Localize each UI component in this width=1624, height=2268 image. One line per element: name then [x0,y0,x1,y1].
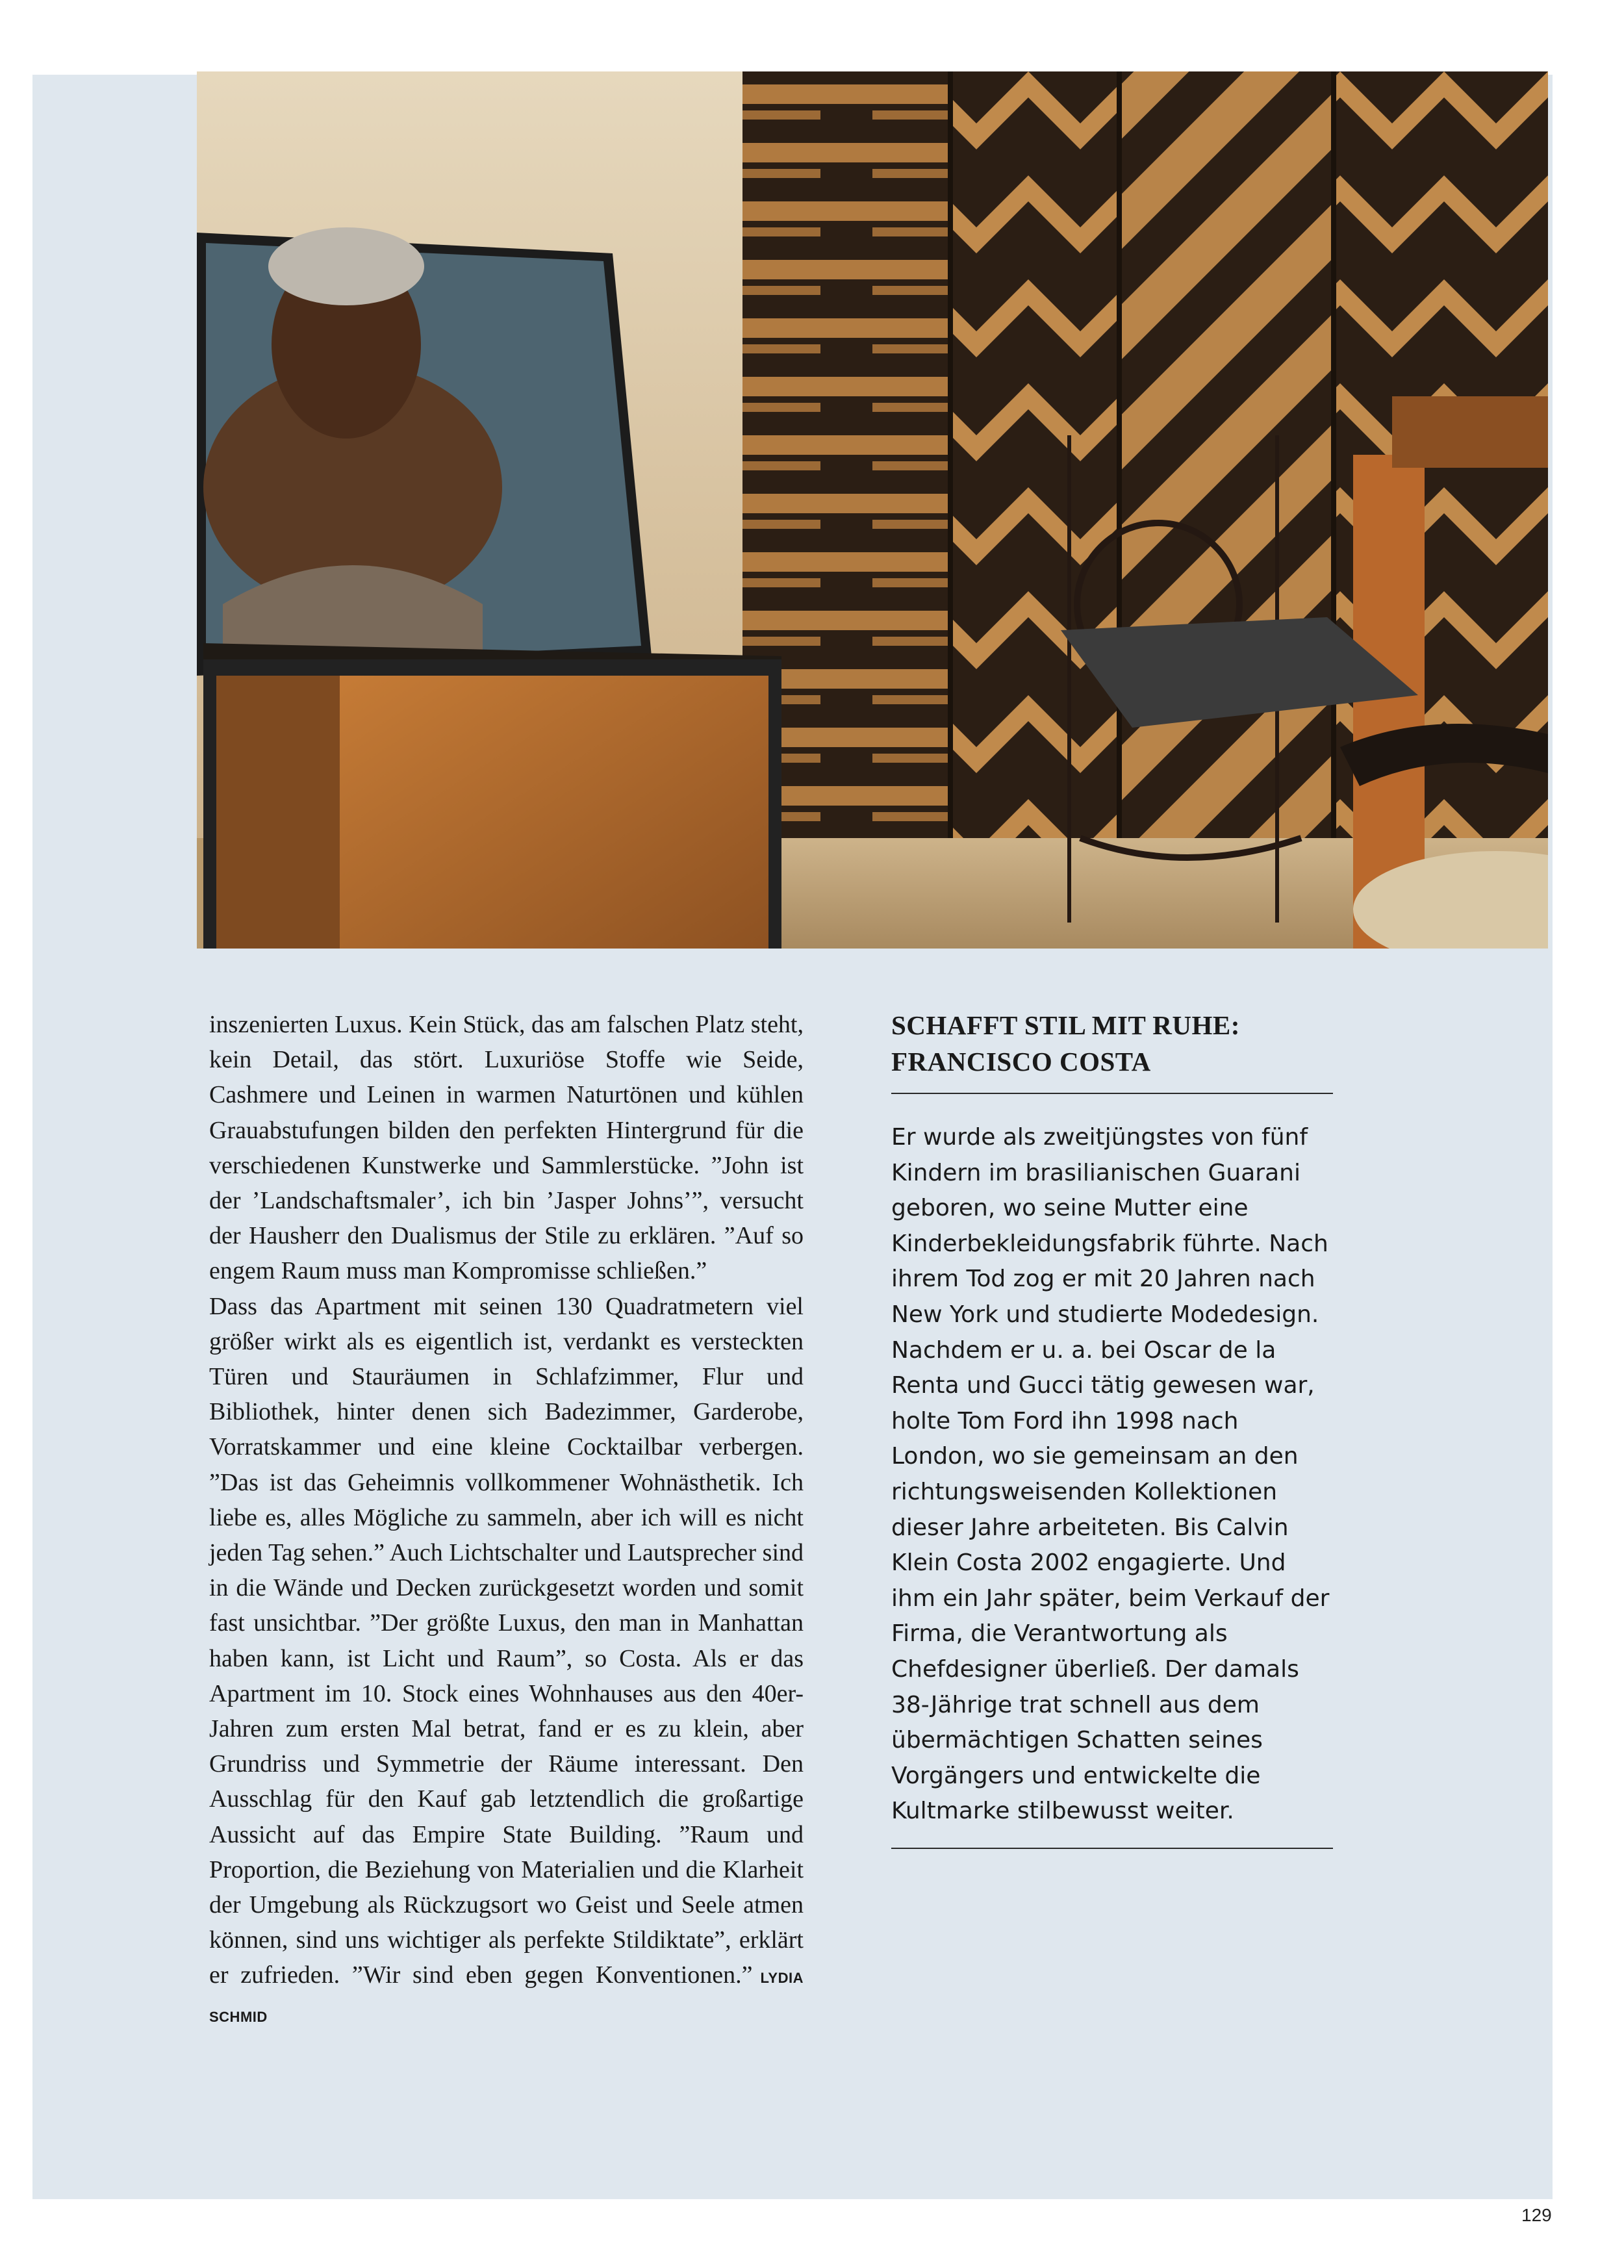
article-paragraph: inszenierten Luxus. Kein Stück, das am falschen Platz steht, kein Detail, das stört. Luxuriöse Stoffe wie Seide, Cashmere und Leinen in warmen Naturtönen und kühlen Grauabstufungen bilden den perfekten Hintergrund für die verschiedenen Kunstwerke und Sammlerstücke. ”John ist der ’Landschaftsmaler’, ich bin ’Jasper Johns’”, versucht der Hausherr den Dualismus der Stile zu erklären. ”Auf so engem Raum muss man Kompromisse schließen.” [209,1011,804,1285]
sidebar-heading [891,1007,1333,1080]
profile-sidebar [891,1007,1333,1849]
article-body [209,1007,804,2035]
article-paragraph [209,1289,804,2035]
sidebar-top-rule [891,1093,1333,1094]
sidebar-heading-line2: FRANCISCO COSTA [891,1047,1151,1077]
byline: LYDIA SCHMID [209,1970,804,2025]
interior-photo-illustration [197,71,1548,949]
interior-photo [197,71,1548,949]
page-number: 129 [1521,2205,1552,2225]
sidebar-text: Er wurde als zweitjüngstes von fünf Kindern im brasilianischen Guarani geboren, wo seine Mutter eine Kinderbekleidungsfabrik führte. Nach ihrem Tod zog er mit 20 Jahren nach New York und studierte Modedesign. Nachdem er u. a. bei Oscar de la Renta und Gucci tätig gewesen war, holte Tom Ford ihn 1998 nach London, wo sie gemeinsam an den richtungsweisenden Kollektionen dieser Jahre arbeiteten. Bis Calvin Klein Costa 2002 engagierte. Und ihm ein Jahr später, beim Verkauf der Firma, die Verantwortung als Chefdesigner überließ. Der damals 38-Jährige trat schnell aus dem übermächtigen Schatten seines Vorgängers und entwickelte die Kultmarke stilbewusst weiter. [891,1124,1330,1825]
sidebar-bottom-rule [891,1848,1333,1849]
sidebar-heading-line1: SCHAFFT STIL MIT RUHE: [891,1010,1240,1040]
article-paragraph-text: Dass das Apartment mit seinen 130 Quadratmetern viel größer wirkt als es eigentlich ist, verdankt es versteckten Türen und Stauräumen in Schlafzimmer, Flur und Bibliothek, hinter denen sich Badezimmer, Garderobe, Vorratskammer und eine kleine Cocktailbar verbergen. ”Das ist das Geheimnis vollkommener Wohnästhetik. Ich liebe es, alles Mögliche zu sammeln, aber ich will es nicht jeden Tag sehen.” Auch Lichtschalter und Lautsprecher sind in die Wände und Decken zurückgesetzt worden und somit fast unsichtbar. ”Der größte Luxus, den man in Manhattan haben kann, ist Licht und Raum”, so Costa. Als er das Apartment im 10. Stock eines Wohnhauses aus den 40er-Jahren zum ersten Mal betrat, fand er es zu klein, aber Grundriss und Symmetrie der Räume interessant. Den Ausschlag für den Kauf gab letztendlich die großartige Aussicht auf das Empire State Building. ”Raum und Proportion, die Beziehung von Materialien und die Klarheit der Umgebung als Rückzugsort wo Geist und Seele atmen können, sind uns wichtiger als perfekte Stildiktate”, erklärt er zufrieden. ”Wir sind eben gegen Konventionen.” [209,1292,804,1989]
